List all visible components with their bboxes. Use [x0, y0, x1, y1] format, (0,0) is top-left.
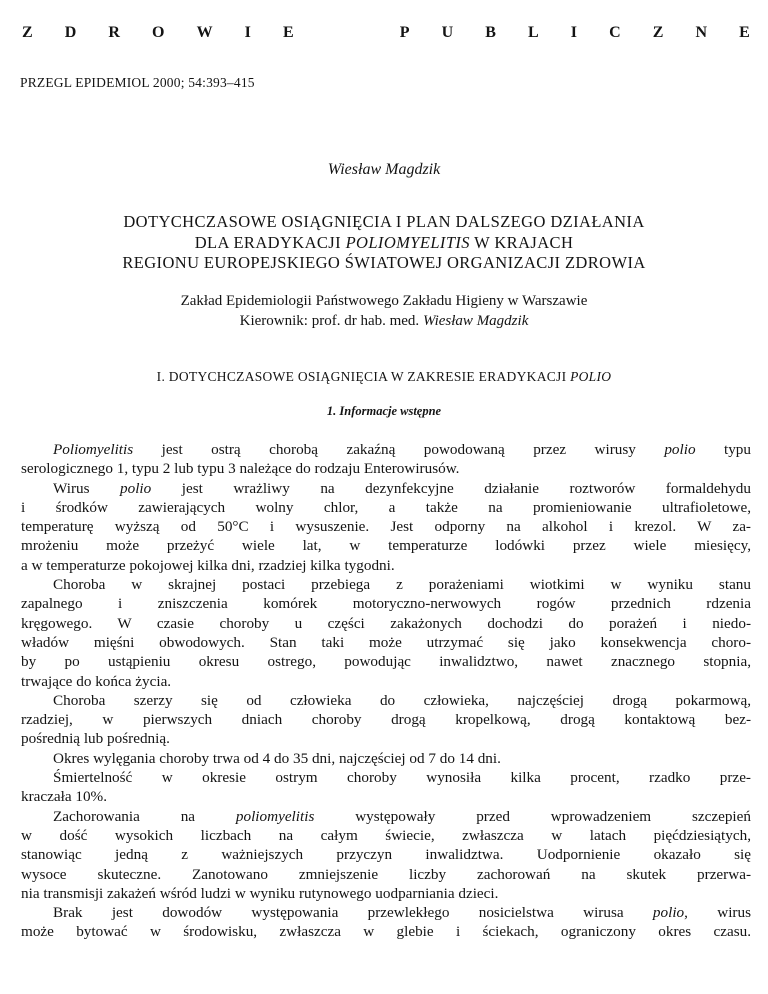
running-head-letter: P: [399, 24, 410, 41]
paragraph-line: mrożeniu może przeżyć wiele lat, w temperaturze lodówki przez wiele miesięcy,: [21, 537, 751, 555]
paragraph-line: w dość wysokich liczbach na całym świecie, zwłaszcza w latach pięćdziesiątych,: [21, 826, 751, 844]
paragraph-line: Śmiertelność w okresie ostrym choroby wynosiła kilka procent, rzadko prze-: [53, 769, 751, 787]
paragraph-line: [21, 479, 751, 498]
text-run: jest ostrą chorobą zakaźną powodowaną przez wirusy: [133, 441, 665, 458]
running-head-letter: I: [244, 24, 251, 41]
italic-term: poliomyelitis: [235, 807, 315, 825]
section-heading: [0, 369, 768, 385]
affiliation: [0, 291, 768, 331]
paragraph-line: trwające do końca życia.: [21, 672, 172, 690]
running-head-letter: U: [441, 24, 454, 41]
running-head-letter: D: [64, 24, 77, 41]
running-head-letter: O: [152, 24, 165, 41]
text-run: Brak jest dowodów występowania przewlekłego nosicielstwa wirusa: [53, 904, 653, 922]
running-head-letter: I: [570, 24, 578, 41]
paragraph-line: pośrednią lub pośrednią.: [21, 730, 170, 748]
body-text: [21, 440, 751, 942]
affiliation-head: [0, 311, 768, 331]
running-head-letter: W: [196, 24, 213, 41]
running-head: [22, 20, 750, 46]
article-title: [0, 212, 768, 274]
running-head-letter: E: [282, 24, 294, 41]
affiliation-head-name: Wiesław Magdzik: [422, 313, 529, 329]
paragraph-line: a w temperaturze pokojowej kilka dni, rzadziej kilka tygodni.: [21, 556, 395, 574]
running-head-letter: R: [108, 24, 120, 41]
italic-term: Poliomyelitis: [53, 441, 134, 458]
paragraph-line: zapalnego i zniszczenia komórek motoryczno-nerwowych rogów przednich rdzenia: [21, 595, 751, 613]
paragraph-line: i środków zawierających wolny chlor, a także na promieniowanie ultrafioletowe,: [21, 498, 751, 516]
title-italic-term: POLIOMYELITIS: [345, 232, 470, 252]
running-head-letter: L: [528, 24, 539, 41]
title-line-3: REGIONU EUROPEJSKIEGO ŚWIATOWEJ ORGANIZACJI ZDROWIA: [122, 253, 646, 272]
author-name: Wiesław Magdzik: [327, 161, 441, 178]
paragraph-line: [21, 807, 751, 826]
text-run: Zachorowania na: [53, 807, 236, 825]
text-run: typu: [695, 441, 751, 458]
title-text: W KRAJACH: [469, 232, 574, 252]
paragraph-line: może bytować w środowisku, zwłaszcza w glebie i ściekach, ograniczony okres czasu.: [21, 923, 751, 941]
text-run: Wirus: [53, 479, 121, 497]
paragraph-line: władów mięśni obwodowych. Stan taki może utrzymać się jako konsekwencja choro-: [21, 633, 751, 651]
running-head-letter: E: [739, 24, 750, 41]
title-line-2: [0, 233, 768, 254]
title-line-1: DOTYCHCZASOWE OSIĄGNIĘCIA I PLAN DALSZEGO DZIAŁANIA: [123, 212, 645, 231]
text-run: występowały przed wprowadzeniem szczepień: [314, 807, 751, 825]
section-heading-italic: POLIO: [570, 369, 612, 384]
running-head-letter: Z: [652, 24, 664, 41]
title-text: DLA ERADYKACJI: [194, 232, 346, 252]
paragraph-line: kręgowego. W czasie choroby u części zakażonych dochodzi do porażeń i niedo-: [21, 614, 751, 632]
paragraph-line: Okres wylęgania choroby trwa od 4 do 35 dni, najczęściej od 7 do 14 dni.: [53, 749, 501, 767]
running-head-letter: Z: [22, 24, 33, 41]
paragraph-line: wysoce skuteczne. Zanotowano zmniejszenie liczby zachorowań na skutek przerwa-: [21, 865, 751, 883]
text-run: , wirus: [684, 904, 751, 922]
paragraph-line: serologicznego 1, typu 2 lub typu 3 należące do rodzaju Enterowirusów.: [21, 460, 460, 478]
paragraph-line: rzadziej, w pierwszych dniach choroby drogą kropelkową, drogą kontaktową bez-: [21, 711, 751, 729]
paragraph-line: temperaturę wyższą od 50°C i wysuszenie. Jest odporny na alkohol i krezol. W za-: [21, 518, 751, 536]
italic-term: polio: [120, 479, 152, 497]
paragraph-line: by po ustąpieniu okresu ostrego, powodując inwalidztwo, nawet znacznego stopnia,: [21, 653, 751, 671]
journal-reference: PRZEGL EPIDEMIOL 2000; 54:393–415: [20, 75, 255, 90]
paragraph-line: [21, 903, 751, 922]
paragraph-line: Choroba w skrajnej postaci przebiega z porażeniami wiotkimi w wyniku stanu: [53, 576, 751, 594]
paragraph-line: Choroba szerzy się od człowieka do człowieka, najczęściej drogą pokarmową,: [53, 691, 751, 709]
affiliation-text: Kierownik: prof. dr hab. med.: [239, 313, 423, 329]
running-head-letter: C: [609, 24, 621, 41]
text-run: jest wrażliwy na dezynfekcyjne działanie roztworów formaldehydu: [151, 479, 751, 497]
italic-term: polio: [652, 904, 685, 922]
paragraph-line: stanowiąc jedną z ważniejszych przyczyn inwalidztwa. Uodpornienie okazało się: [21, 846, 751, 864]
section-heading-text: I. DOTYCHCZASOWE OSIĄGNIĘCIA W ZAKRESIE ERADYKACJI: [156, 369, 571, 384]
running-head-letter: N: [695, 24, 708, 41]
paragraph-line: [21, 440, 751, 459]
subsection-heading: 1. Informacje wstępne: [326, 404, 442, 418]
italic-term: polio: [664, 441, 696, 458]
running-head-letter: B: [485, 24, 496, 41]
paragraph-line: kraczała 10%.: [21, 788, 108, 806]
paragraph-line: nia transmisji zakażeń wśród ludzi w wyniku rutynowego uodparniania dzieci.: [21, 884, 499, 902]
affiliation-institution: Zakład Epidemiologii Państwowego Zakładu Higieny w Warszawie: [180, 293, 588, 309]
